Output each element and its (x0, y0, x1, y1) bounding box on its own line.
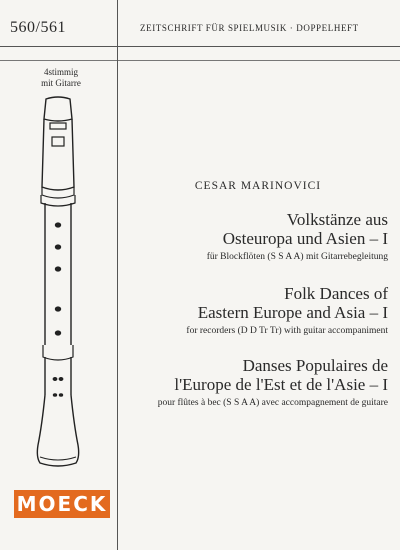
voicing-line-2: mit Gitarre (41, 78, 81, 88)
title-block-english (118, 284, 388, 338)
title-english-line-2: Eastern Europe and Asia – I (197, 303, 388, 322)
sidebar-divider (117, 0, 118, 550)
subtitle-french: pour flûtes à bec (S S A A) avec accompagnement de guitare (157, 398, 388, 408)
title-french-line-1: Danses Populaires de (242, 356, 388, 375)
header-rule (0, 46, 400, 47)
composer-name: CESAR MARINOVICI (194, 180, 322, 192)
recorder-illustration (28, 95, 88, 480)
subtitle-english: for recorders (D D Tr Tr) with guitar accompaniment (186, 326, 388, 336)
title-french-line-2: l'Europe de l'Est et de l'Asie – I (174, 375, 388, 394)
moeck-logo: MOECK (14, 490, 110, 518)
series-title: ZEITSCHRIFT FÜR SPIELMUSIK · DOPPELHEFT (140, 23, 359, 33)
title-french (118, 356, 388, 394)
title-english (118, 284, 388, 322)
subtitle-german: für Blockflöten (S S A A) mit Gitarrebegleitung (206, 252, 388, 262)
title-block-french (118, 356, 388, 410)
title-english-line-1: Folk Dances of (284, 284, 388, 303)
voicing-line-1: 4stimmig (43, 67, 78, 77)
voicing-note (16, 67, 106, 89)
title-german-line-1: Volkstänze aus (286, 210, 388, 229)
title-german-line-2: Osteuropa und Asien – I (222, 229, 388, 248)
issue-number: 560/561 (10, 19, 66, 36)
title-block-german (118, 210, 388, 264)
title-german (118, 210, 388, 248)
header-rule-lower (0, 60, 400, 61)
